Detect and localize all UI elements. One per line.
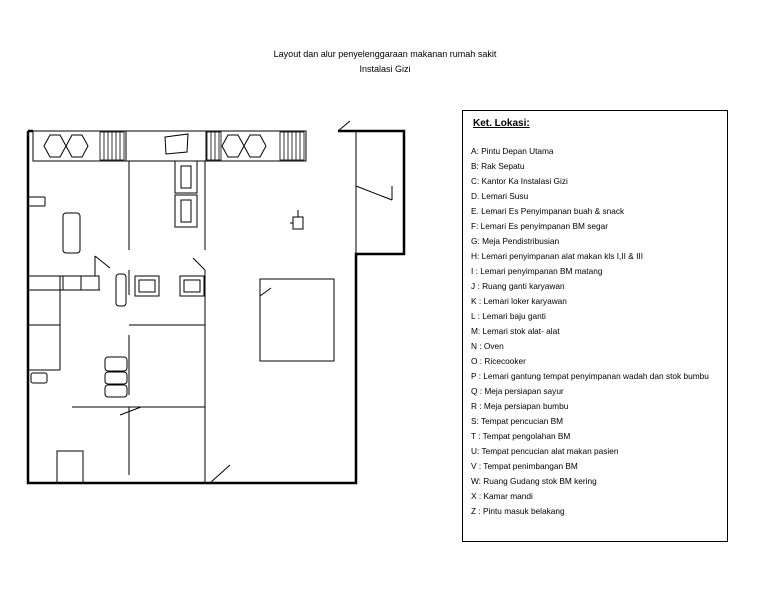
legend-item: D. Lemari Susu bbox=[471, 191, 529, 201]
legend-item: U: Tempat pencucian alat makan pasien bbox=[471, 446, 619, 456]
legend-item: V : Tempat penimbangan BM bbox=[471, 461, 578, 471]
diagram-subtitle: Instalasi Gizi bbox=[359, 64, 411, 74]
stove-right-icon bbox=[222, 135, 266, 157]
legend-item: Z : Pintu masuk belakang bbox=[471, 506, 565, 516]
rack-right bbox=[280, 132, 304, 160]
legend-item: X : Kamar mandi bbox=[471, 491, 533, 501]
legend-item: H: Lemari penyimpanan alat makan kls I,II & III bbox=[471, 251, 644, 261]
legend-item: O : Ricecooker bbox=[471, 356, 526, 366]
fridge-units bbox=[175, 161, 197, 227]
back-door-swing bbox=[210, 465, 230, 483]
storage-room bbox=[260, 279, 334, 361]
legend-item: S: Tempat pencucian BM bbox=[471, 416, 564, 426]
legend-item: G: Meja Pendistribusian bbox=[471, 236, 560, 246]
rack-left bbox=[100, 132, 124, 160]
legend-item: F: Lemari Es penyimpanan BM segar bbox=[471, 221, 608, 231]
legend-item: P : Lemari gantung tempat penyimpanan wadah dan stok bumbu bbox=[471, 371, 709, 381]
legend-item: B: Rak Sepatu bbox=[471, 161, 525, 171]
legend-item: E. Lemari Es Penyimpanan buah & snack bbox=[471, 206, 625, 216]
office-room-walls bbox=[28, 197, 110, 290]
legend-item: N : Oven bbox=[471, 341, 504, 351]
annex-room bbox=[356, 131, 392, 254]
front-door-swing bbox=[338, 121, 350, 131]
legend-item: J : Ruang ganti karyawan bbox=[471, 281, 565, 291]
legend-item: A: Pintu Depan Utama bbox=[471, 146, 554, 156]
legend-box bbox=[462, 110, 728, 542]
legend-list bbox=[471, 144, 719, 519]
legend-item: Q : Meja persiapan sayur bbox=[471, 386, 564, 396]
legend-heading: Ket. Lokasi: bbox=[473, 118, 530, 129]
sink-icon bbox=[165, 134, 188, 154]
outer-walls bbox=[28, 131, 404, 483]
oven-icon bbox=[105, 357, 127, 397]
legend-item: T : Tempat pengolahan BM bbox=[471, 431, 571, 441]
legend-item: K : Lemari loker karyawan bbox=[471, 296, 567, 306]
left-lower-rooms bbox=[28, 290, 83, 483]
legend-item: W: Ruang Gudang stok BM kering bbox=[471, 476, 597, 486]
legend-item: R : Meja persiapan bumbu bbox=[471, 401, 569, 411]
diagram-title: Layout dan alur penyelenggaraan makanan rumah sakit bbox=[273, 49, 497, 59]
stove-left-icon bbox=[44, 135, 88, 157]
central-partitions bbox=[72, 161, 205, 483]
legend-item: L : Lemari baju ganti bbox=[471, 311, 546, 321]
legend-item: C: Kantor Ka Instalasi Gizi bbox=[471, 176, 568, 186]
rack-middle bbox=[207, 132, 221, 160]
scale-icon bbox=[290, 210, 303, 229]
legend-item: I : Lemari penyimpanan BM matang bbox=[471, 266, 603, 276]
legend-item: M: Lemari stok alat- alat bbox=[471, 326, 560, 336]
